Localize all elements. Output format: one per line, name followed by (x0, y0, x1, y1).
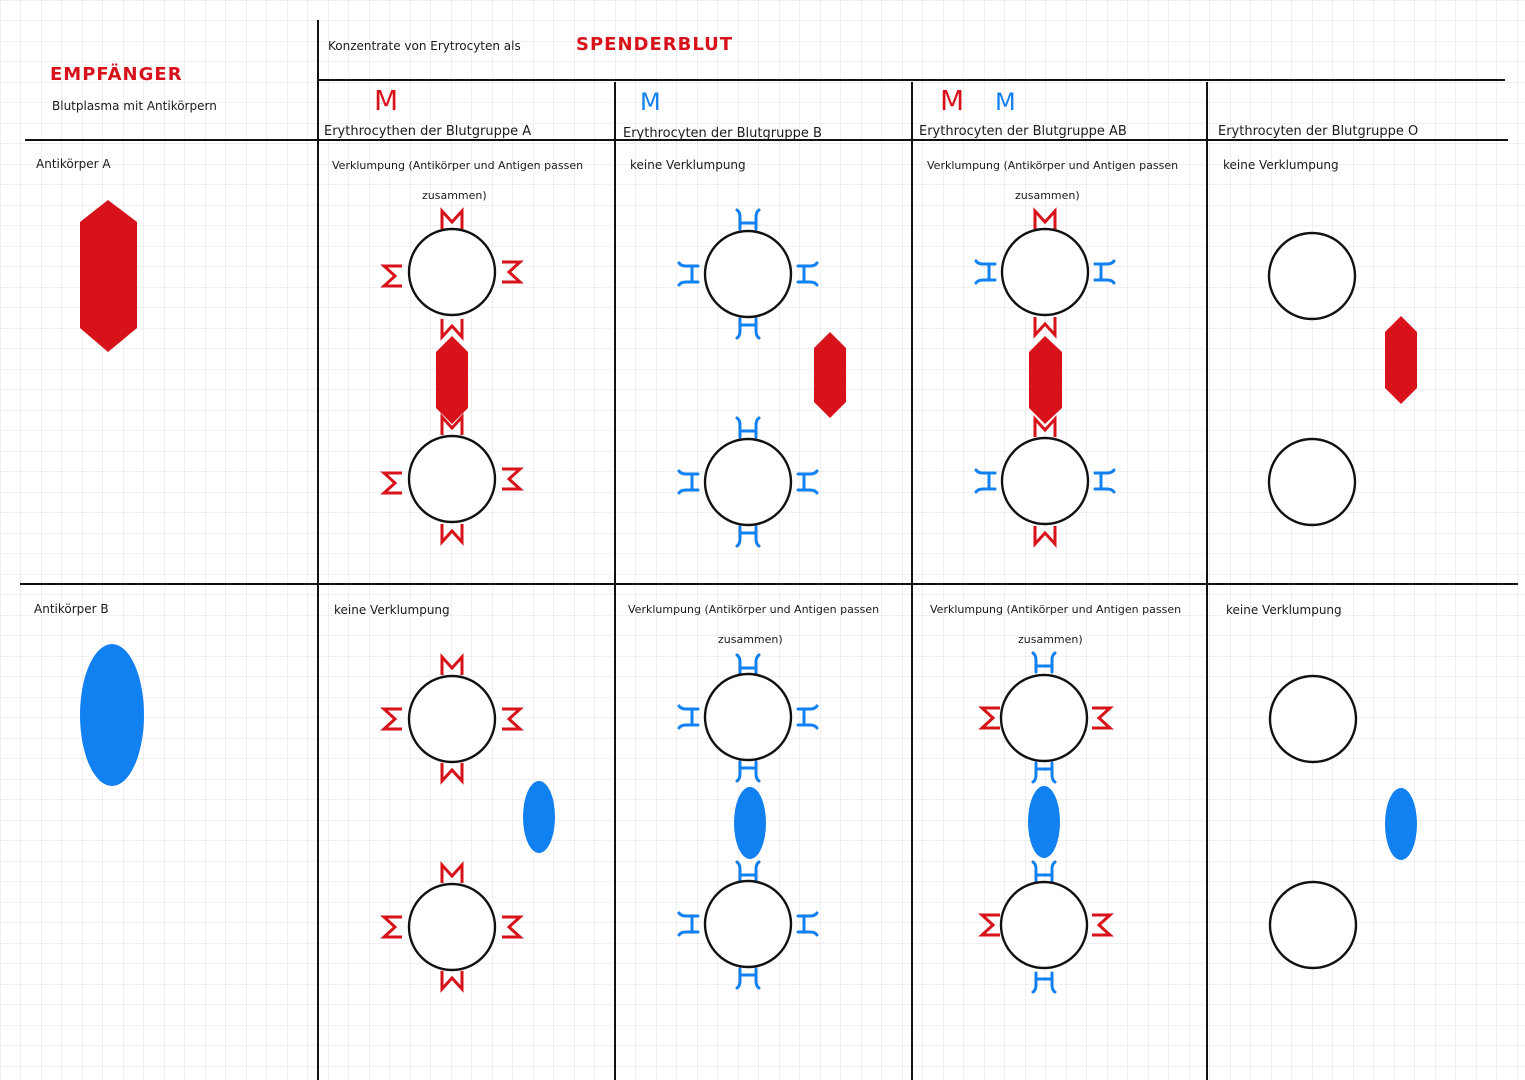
erythrocyte-o (1270, 882, 1356, 968)
result-b-ab-line1: Verklumpung (Antikörper und Antigen passen (930, 603, 1182, 616)
recipient-title: EMPFÄNGER (50, 64, 183, 85)
result-a-ab-line2: zusammen) (1015, 189, 1080, 202)
erythrocyte-b (705, 439, 791, 525)
antibody-a-shape (80, 200, 137, 352)
erythrocyte-b (705, 674, 791, 760)
result-b-a-line1: keine Verklumpung (334, 603, 450, 617)
erythrocyte-b (705, 231, 791, 317)
antibody-b-bridge (734, 787, 766, 859)
antibody-a-bridge (1029, 336, 1062, 424)
result-a-a-line2: zusammen) (422, 189, 487, 202)
result-a-b-line1: keine Verklumpung (630, 158, 746, 172)
col-a-symbol-a: M (374, 84, 399, 117)
erythrocyte-b (705, 881, 791, 967)
result-a-ab-line1: Verklumpung (Antikörper und Antigen passen (927, 159, 1179, 172)
column-label-o: Erythrocyten der Blutgruppe O (1218, 124, 1419, 139)
erythrocyte-a (409, 436, 495, 522)
result-b-b-line1: Verklumpung (Antikörper und Antigen passen (628, 603, 880, 616)
col-ab-symbol-a: M (940, 84, 965, 117)
column-label-b: Erythrocyten der Blutgruppe B (623, 126, 822, 141)
erythrocyte-a (409, 229, 495, 315)
erythrocyte-o (1269, 439, 1355, 525)
erythrocyte-ab (1002, 229, 1088, 315)
donor-title: SPENDERBLUT (576, 34, 734, 55)
result-a-o-line1: keine Verklumpung (1223, 158, 1339, 172)
row-label-antibody-a: Antikörper A (36, 157, 111, 171)
erythrocyte-ab (1001, 882, 1087, 968)
erythrocyte-a (409, 884, 495, 970)
erythrocyte-a (409, 676, 495, 762)
erythrocyte-ab (1002, 438, 1088, 524)
erythrocyte-ab (1001, 675, 1087, 761)
antibody-b-bridge (1028, 786, 1060, 858)
antibody-a-bridge (436, 336, 468, 424)
donor-prefix: Konzentrate von Erytrocyten als (328, 39, 521, 53)
antibody-a-free (814, 332, 846, 418)
result-b-ab-line2: zusammen) (1018, 633, 1083, 646)
erythrocyte-o (1270, 676, 1356, 762)
row-label-antibody-b: Antikörper B (34, 602, 109, 616)
antibody-b-free (1385, 788, 1417, 860)
col-ab-symbol-b: M (995, 88, 1016, 116)
result-b-b-line2: zusammen) (718, 633, 783, 646)
antibody-a-free (1385, 316, 1417, 404)
column-label-ab: Erythrocyten der Blutgruppe AB (919, 124, 1127, 139)
antibody-b-shape (80, 644, 144, 786)
col-b-symbol-b: M (640, 88, 661, 116)
result-a-a-line1: Verklumpung (Antikörper und Antigen passen (332, 159, 584, 172)
recipient-subtitle: Blutplasma mit Antikörpern (52, 99, 217, 113)
column-label-a: Erythrocythen der Blutgruppe A (324, 124, 532, 139)
result-b-o-line1: keine Verklumpung (1226, 603, 1342, 617)
erythrocyte-o (1269, 233, 1355, 319)
antibody-b-free (523, 781, 555, 853)
